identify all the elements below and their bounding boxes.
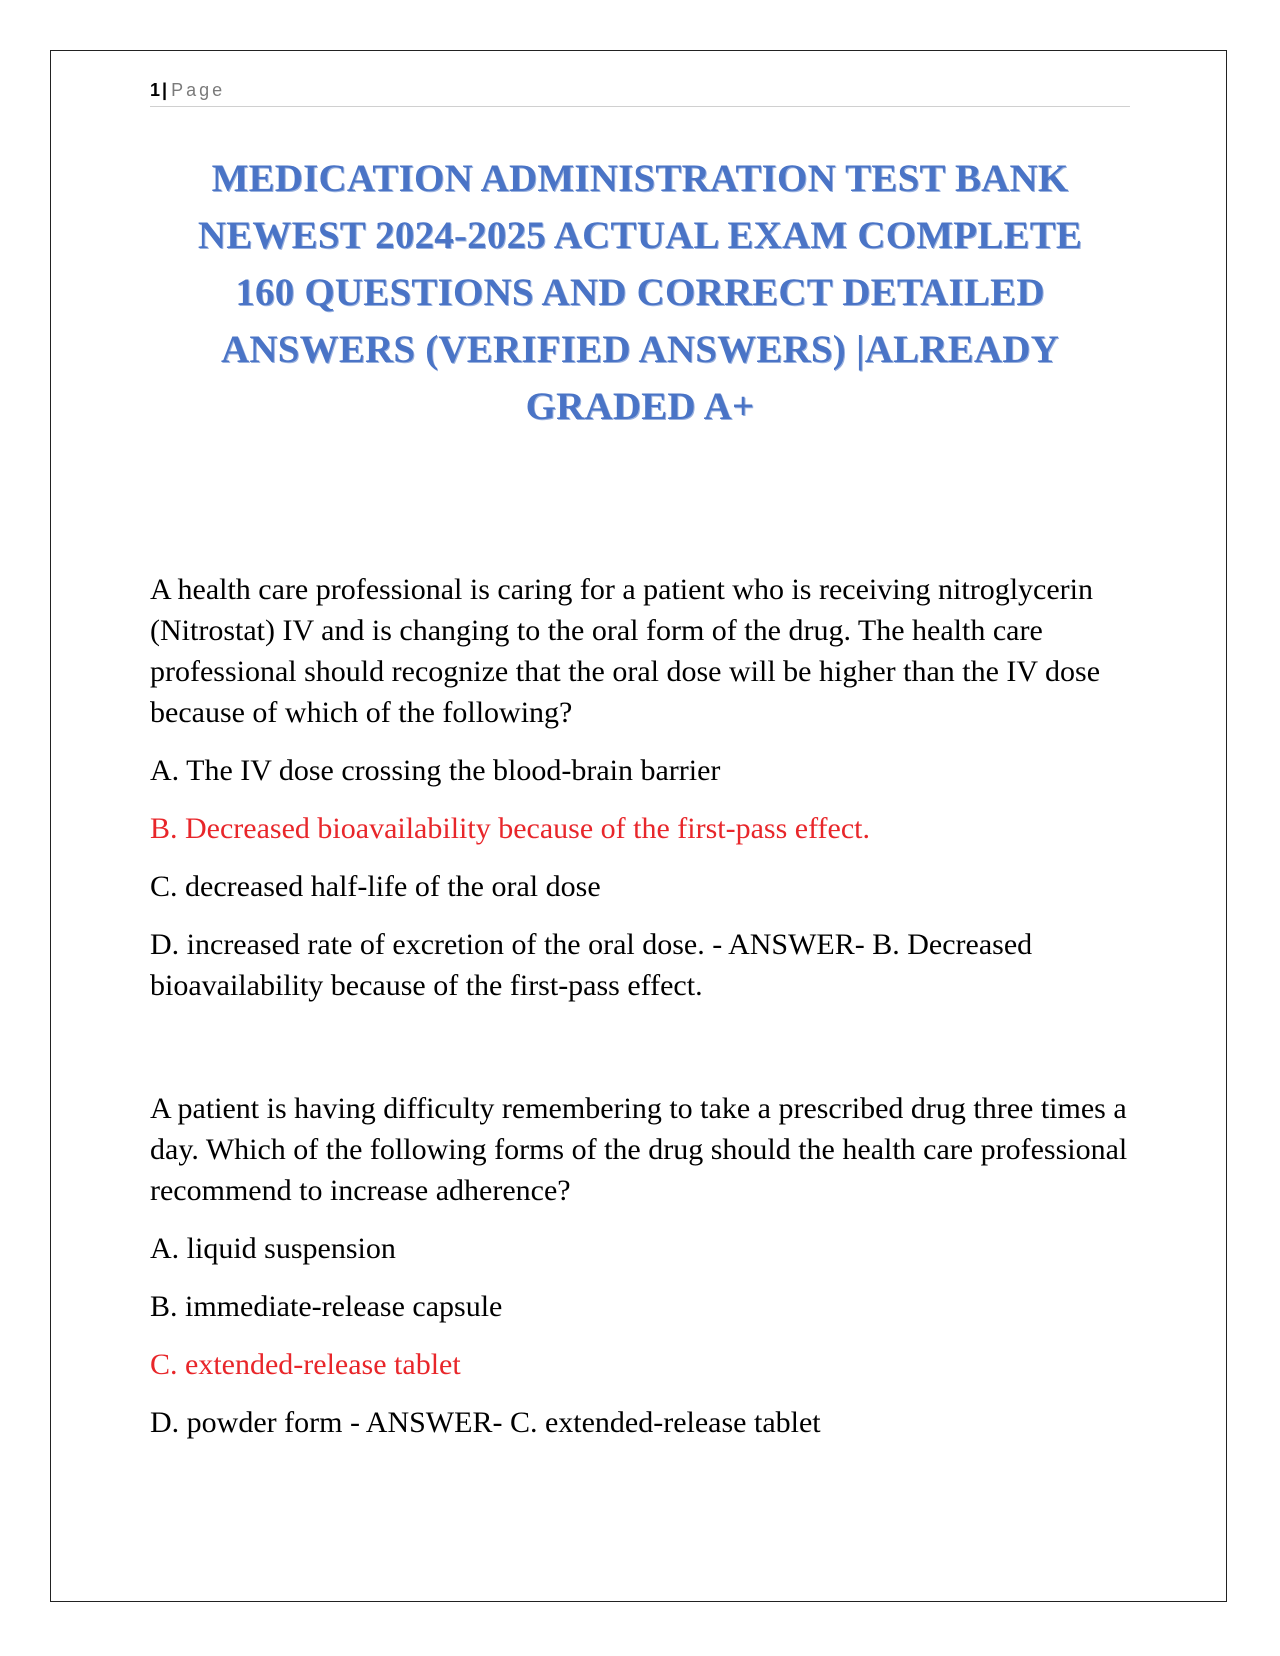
title-line: MEDICATION ADMINISTRATION TEST BANK <box>211 157 1069 200</box>
title-line: 160 QUESTIONS AND CORRECT DETAILED <box>235 271 1045 314</box>
option-c-correct: C. extended-release tablet <box>150 1348 461 1381</box>
option-d-with-answer: D. powder form - ANSWER- C. extended-release tablet <box>150 1406 821 1439</box>
option-b-correct: B. Decreased bioavailability because of the first-pass effect. <box>150 812 870 845</box>
option-c: C. decreased half-life of the oral dose <box>150 870 601 903</box>
option-a: A. The IV dose crossing the blood-brain barrier <box>150 754 721 787</box>
question-1 <box>150 569 1130 1023</box>
title-line: ANSWERS (VERIFIED ANSWERS) |ALREADY <box>221 328 1059 371</box>
option-d-with-answer: D. increased rate of excretion of the oral dose. - ANSWER- B. Decreased bioavailability because of the first-pass effect. <box>150 928 1033 1002</box>
option-a: A. liquid suspension <box>150 1232 396 1265</box>
header-separator: | <box>162 80 168 100</box>
title-line: GRADED A+ <box>525 385 755 428</box>
page-header <box>150 78 1130 107</box>
question-2 <box>150 1088 1130 1460</box>
document-title <box>150 150 1130 435</box>
question-stem: A health care professional is caring for a patient who is receiving nitroglycerin (Nitrostat) IV and is changing to the oral form of the drug. The health care professional should recognize that the oral dose will be higher than the IV dose because of which of the following? <box>150 573 1101 729</box>
page-label: Page <box>171 80 226 100</box>
page-number: 1 <box>150 80 161 100</box>
option-b: B. immediate-release capsule <box>150 1290 503 1323</box>
title-line: NEWEST 2024-2025 ACTUAL EXAM COMPLETE <box>197 214 1083 257</box>
question-stem: A patient is having difficulty remembering to take a prescribed drug three times a day. Which of the following forms of the drug should the health care professional recommend to increase adherence? <box>150 1092 1128 1207</box>
